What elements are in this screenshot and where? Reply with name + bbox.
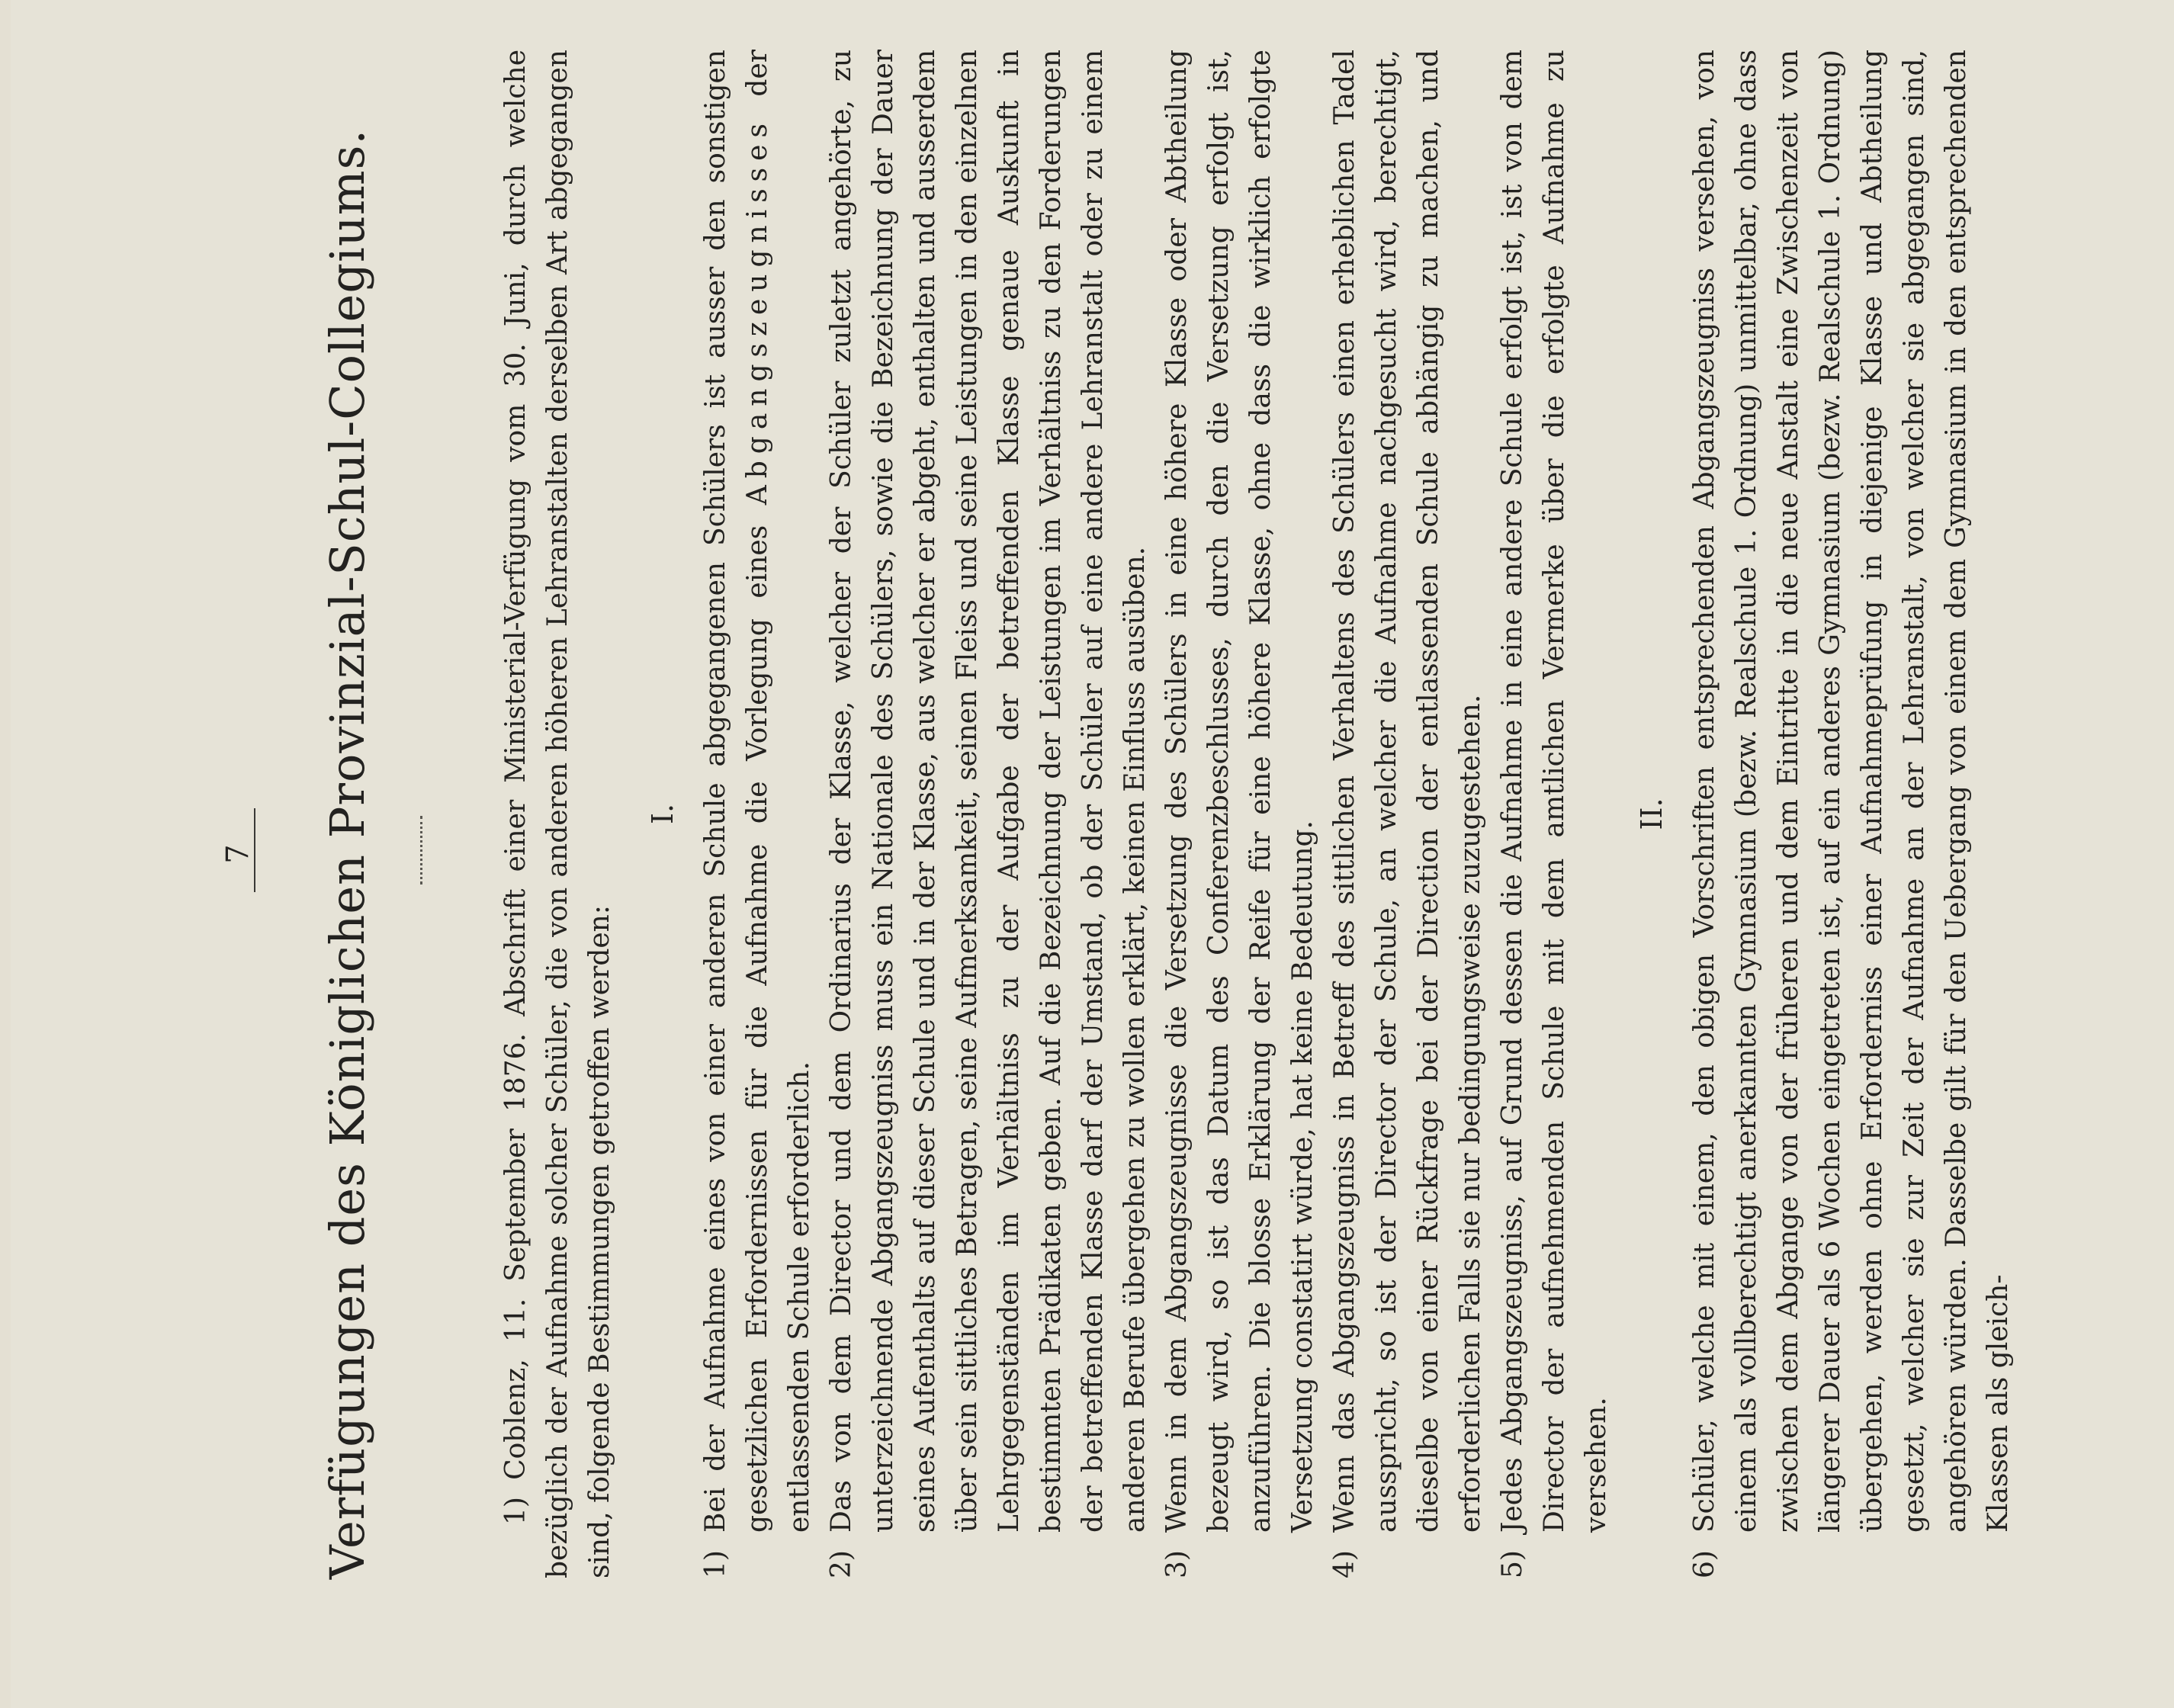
item-number: 3)	[1161, 1550, 1193, 1578]
list-item-5	[1492, 50, 1617, 1578]
page-number-rule	[254, 808, 255, 892]
item-number: 5)	[1497, 1550, 1528, 1578]
item-number: 1)	[700, 1550, 731, 1578]
item-text: Wenn in dem Abgangszeugnisse die Versetzung des Schülers in eine höhere Klasse oder Abtheilung bezeugt wird, so ist das Datum des Conferenzbeschlusses, durch den die Versetzung erfolgt ist, anzuführen. Die blosse Erklärung der Reife für eine höhere Klasse, ohne dass die wirklich erfolgte Versetzung constatirt würde, hat keine Bedeutung.	[1161, 50, 1318, 1533]
item-text: Jedes Abgangszeugniss, auf Grund dessen die Aufnahme in eine andere Schule erfolgt ist, ist von dem Director der aufnehmenden Schule mit dem amtlichen Vermerke über die erfolgte Aufnahme zu versehen.	[1497, 50, 1612, 1533]
page-title: Verfügungen des Königlichen Provinzial-Schul-Collegiums.	[320, 128, 375, 1580]
item-text: der entlassenden Schule erforderlich.	[742, 50, 815, 1533]
title-ornament-rule	[420, 816, 422, 884]
rotated-document-page	[68, 50, 2127, 1655]
item-text: Schüler, welche mit einem, den obigen Vorschriften entsprechenden Abgangszeugniss versehen, von einem als vollberechtigt anerkannten Gymnasium (bezw. Realschule 1. Ordnung) unmittelbar, ohne dass zwischen dem Abgange von der früheren und dem Eintritte in die neue Anstalt eine Zwischenzeit von längerer Dauer als 6 Wochen eingetreten ist, auf ein anderes Gymnasium (bezw. Realschule 1. Ordnung) übergehen, werden ohne Erforderniss einer Aufnahmeprüfung in diejenige Klasse und Abtheilung gesetzt, welcher sie zur Zeit der Aufnahme an der Lehranstalt, von welcher sie abgegangen sind, angehören würden. Dasselbe gilt für den Uebergang von einem dem Gymnasium in den entsprechenden Klassen als gleich-	[1689, 50, 2014, 1533]
list-item-4	[1324, 50, 1492, 1578]
item-text-spaced: Abgangszeugnisses	[742, 117, 773, 506]
section-heading-1: I.	[646, 803, 679, 825]
paper-leaf	[11, 0, 2174, 1708]
intro-paragraph: 1) Coblenz, 11. September 1876. Abschrift einer Ministerial-Verfügung vom 30. Juni, durch welche bezüglich der Aufnahme solcher Schüler, die von anderen höheren Lehranstalten derselben Art abgegangen sind, folgende Bestimmungen getroffen werden:	[500, 50, 615, 1578]
list-item-6	[1684, 50, 2019, 1578]
item-number: 2)	[826, 1550, 857, 1578]
item-number: 4)	[1329, 1550, 1360, 1578]
item-text: Bei der Aufnahme eines von einer anderen Schule abgegangenen Schülers ist ausser den sonstigen gesetzlichen Erfordernissen für die Aufnahme die Vorlegung eines	[700, 50, 773, 1533]
section-heading-2: II.	[1635, 798, 1668, 830]
page-content	[68, 50, 2127, 1655]
list-item-3	[1156, 50, 1324, 1578]
list-item-2	[820, 50, 1156, 1578]
item-number: 6)	[1689, 1550, 1720, 1578]
page-number: 7	[220, 844, 255, 864]
item-text: Wenn das Abgangszeugniss in Betreff des sittlichen Verhaltens des Schülers einen erheblichen Tadel ausspricht, so ist der Director der Schule, an welcher die Aufnahme nachgesucht wird, berechtigt, dieselbe von einer Rückfrage bei der Direction der entlassenden Schule abhängig zu machen, und erforderlichen Falls sie nur bedingungsweise zuzugestehen.	[1329, 50, 1486, 1533]
item-text: Das von dem Director und dem Ordinarius der Klasse, welcher der Schüler zuletzt angehörte, zu unterzeichnende Abgangszeugniss muss ein Nationale des Schülers, sowie die Bezeichnung der Dauer seines Aufenthalts auf dieser Schule und in der Klasse, aus welcher er abgeht, enthalten und ausserdem über sein sittliches Betragen, seine Aufmerksamkeit, seinen Fleiss und seine Leistungen in den einzelnen Lehrgegenständen im Verhältniss zu der Aufgabe der betreffenden Klasse genaue Auskunft in bestimmten Prädikaten geben. Auf die Bezeichnung der Leistungen im Verhältniss zu den Forderungen der betreffenden Klasse darf der Umstand, ob der Schüler auf eine andere Lehranstalt oder zu einem anderen Berufe übergehen zu wollen erklärt, keinen Einfluss ausüben.	[826, 50, 1151, 1533]
document-body	[495, 50, 2019, 1578]
list-item-1	[695, 50, 820, 1578]
